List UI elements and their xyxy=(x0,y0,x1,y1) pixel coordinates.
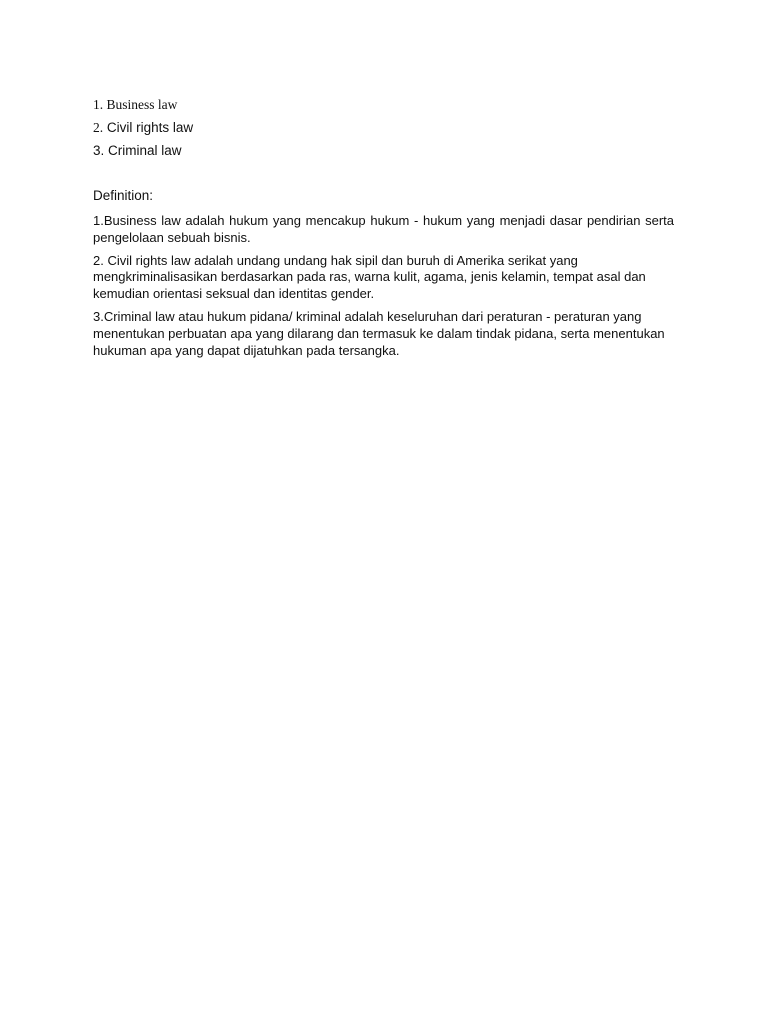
document-content xyxy=(93,95,674,359)
list-item-number: 3. xyxy=(93,143,105,158)
list-item-number: 1. xyxy=(93,97,104,112)
list-item-label: Business law xyxy=(106,97,178,112)
list-item-business-law xyxy=(93,95,674,114)
definition-paragraph-business-law: 1.Business law adalah hukum yang mencakup hukum - hukum yang menjadi dasar pendirian serta pengelolaan sebuah bisnis. xyxy=(93,213,674,245)
definition-paragraph-civil-rights-law: 2. Civil rights law adalah undang undang hak sipil dan buruh di Amerika serikat yang mengkriminalisasikan berdasarkan pada ras, warna kulit, agama, jenis kelamin, tempat asal dan kemudian orientasi seksual dan identitas gender. xyxy=(93,252,646,302)
list-item-civil-rights-law xyxy=(93,118,674,137)
list-item-criminal-law xyxy=(93,141,674,160)
list-item-label: Criminal law xyxy=(108,143,182,158)
list-item-number: 2. xyxy=(93,120,104,135)
list-item-label: Civil rights law xyxy=(106,120,194,135)
definition-paragraph-criminal-law: 3.Criminal law atau hukum pidana/ kriminal adalah keseluruhan dari peraturan - peraturan yang menentukan perbuatan apa yang dilarang dan termasuk ke dalam tindak pidana, serta menentukan hukuman apa yang dapat dijatuhkan pada tersangka. xyxy=(93,308,665,358)
definition-heading: Definition: xyxy=(93,188,154,203)
